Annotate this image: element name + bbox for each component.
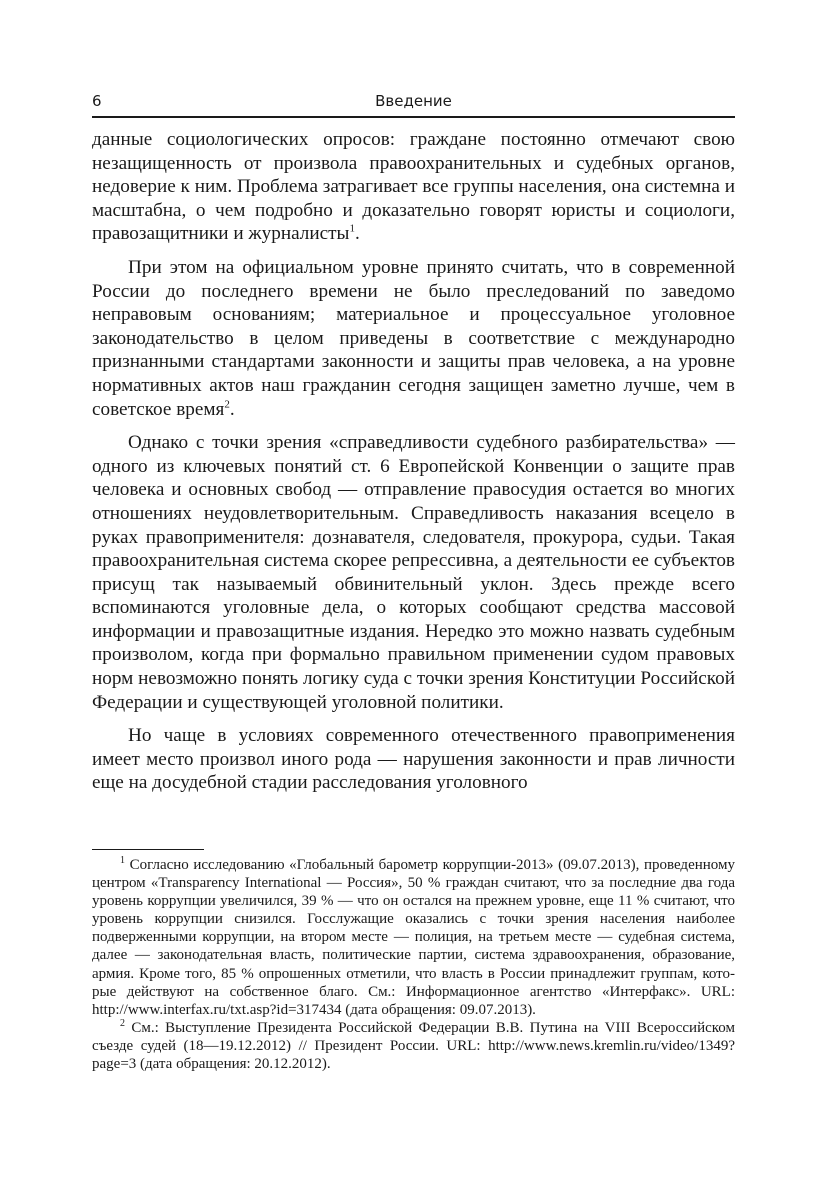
paragraph (92, 431, 735, 714)
footnote-number: 1 (120, 855, 125, 866)
page-number: 6 (92, 92, 102, 110)
paragraph-text: Но чаще в условиях современного отечественного правоприменения имеет место произвол иного рода — нарушения законности и прав личности еще на досудебной стадии расследования уголовного (92, 725, 735, 794)
paragraph (92, 724, 735, 795)
footnote-reference: 2 (224, 398, 230, 411)
running-header (92, 86, 735, 112)
paragraph-text: данные социологических опросов: граждане постоянно отмечают свою незащищенность от произвола правоохранительных и судебных органов, недоверие к ним. Проблема затрагивает все группы населения, она системна и масштабна, о чем подробно и доказательно говорят юристы и социологи, правозащитники и журналисты (92, 129, 735, 245)
footnotes (92, 856, 735, 1073)
footnote-separator (92, 849, 204, 850)
paragraph: При этом на официальном уровне принято считать, что в современной России до последнего времени не было преследований по заведомо неправовым основаниям; материальное и процессуальное уголовное законодательство в целом приведены в соответствие с международно признанными стандартами законности и защиты прав человека, а на уровне нормативных актов наш гражданин сегодня защищен заметно лучше, чем в советское время$^2$. (92, 256, 735, 420)
footnote-text: Согласно исследованию «Глобальный барометр коррупции-2013» (09.07.2013), проведенному центром «Transparency International — Россия», 50 % граждан считают, что за последние два года уровень коррупции увеличился, 39 % — что он остался на прежнем уровне, еще 11 % считают, что уровень коррупции снизился. Госслужащие оказались с точки зрения населения наиболее подверженными коррупции, на втором месте — полиция, на третьем месте — судебная система, далее — законодательная власть, политические партии, система здравоохранения, образование, армия. Кроме того, 85 % опрошенных отметили, что власть в России принадлежит группам, которые действуют на собственное благо. См.: Информационное агентство «Интерфакс». URL: http://www.interfax.ru/txt.asp?id=317434 (дата обращения: 09.07.2013). (92, 857, 735, 1018)
footnote-number: 2 (120, 1017, 125, 1029)
paragraph: данные социологических опросов: граждане постоянно отмечают свою незащищенность от произвола правоохранительных и судебных органов, недоверие к ним. Проблема затрагивает все группы населения, она системна и масштабна, о чем подробно и доказательно говорят юристы и социологи, правозащитники и журналисты$^1$. (92, 129, 735, 245)
chapter-title: Введение (375, 92, 452, 110)
footnote-reference: 1 (349, 222, 355, 235)
header-rule (92, 116, 735, 118)
footnote (92, 1019, 735, 1073)
book-page (92, 86, 735, 1073)
paragraph-text: Однако с точки зрения «справедливости судебного разбирательства» — одного из ключевых понятий ст. 6 Европейской Конвенции о защите прав человека и основных свобод — отправление правосудия остается во многих отношениях неудовлетворительным. Справедливость наказания всецело в руках правоприменителя: дознавателя, следователя, прокурора, судьи. Такая правоохранительная система скорее репрессивна, а деятельности ее субъектов присущ так называемый обвинительный уклон. Здесь прежде всего вспоминаются уголовные дела, о которых сообщают средства массовой информации и правозащитные издания. Нередко это можно назвать судебным произволом, когда при формально правильном применении судом правовых норм невозможно понять логику суда с точки зрения Конституции Российской Федерации и существующей уголовной политики. (92, 432, 735, 713)
main-text (92, 128, 735, 805)
paragraph-text: При этом на официальном уровне принято считать, что в современной России до последнего времени не было преследований по заведомо неправовым основаниям; материальное и процессуальное уголовное законодательство в целом приведены в соответствие с международно признанными стандартами законности и защиты прав человека, а на уровне нормативных актов наш гражданин сегодня защищен заметно лучше, чем в советское время (92, 256, 735, 420)
footnote-text: См.: Выступление Президента Российской Федерации В.В. Путина на VIII Всероссийском съезде судей (18—19.12.2012) // Президент России. URL: http://www.news.kremlin.ru/video/1349?page=3 (дата обращения: 20.12.2012). (92, 1019, 735, 1073)
footnote (92, 856, 735, 1019)
